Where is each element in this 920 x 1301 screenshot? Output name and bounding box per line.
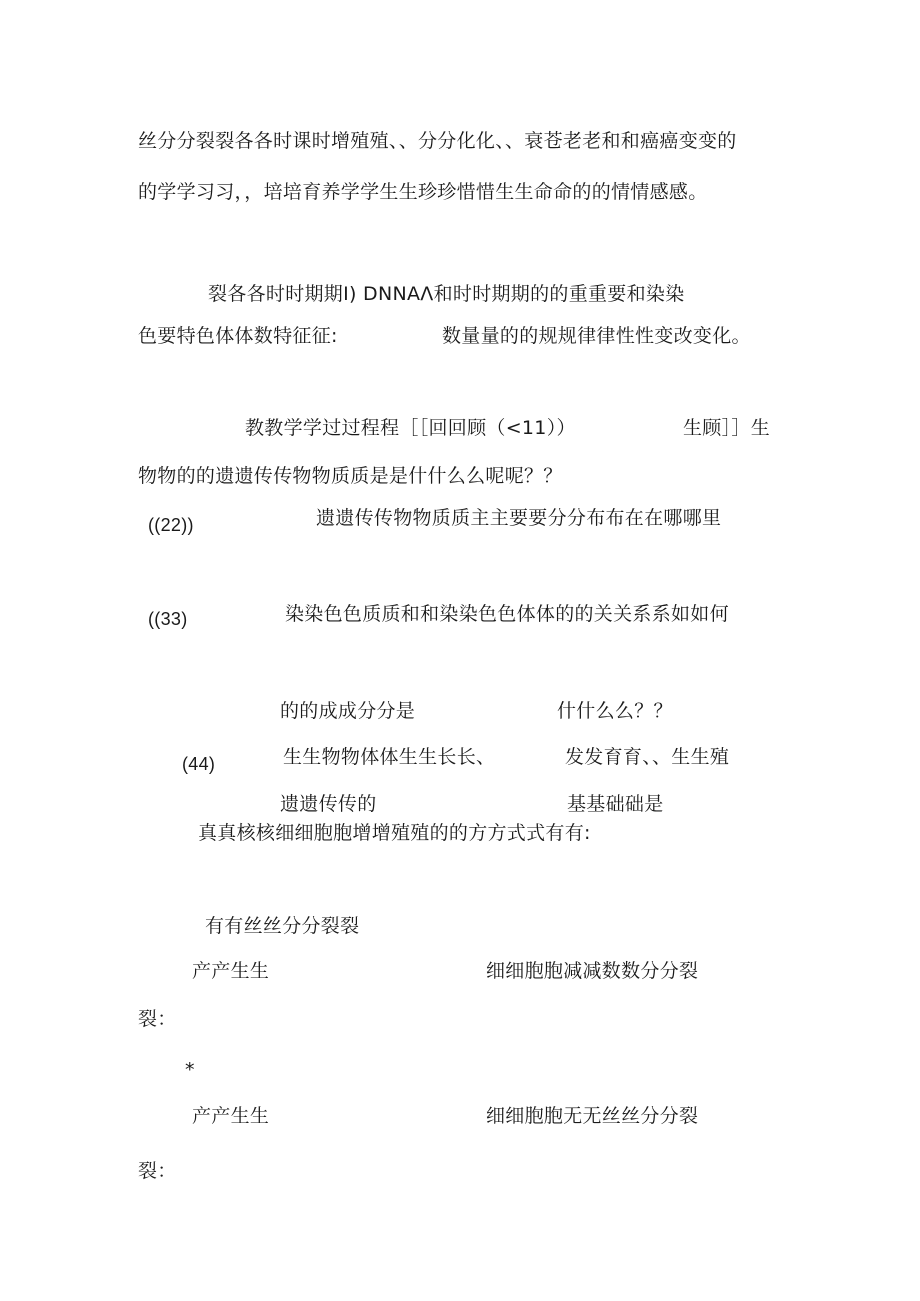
question-number: ((33) (148, 609, 188, 629)
paragraph-line: 发发育育、、生生殖 (565, 746, 730, 768)
paragraph-line: 的的成成分分是 (280, 700, 416, 722)
paragraph-line: 什什么么？？ (557, 700, 673, 722)
paragraph-line: 遗遗传传的 (280, 793, 377, 815)
paragraph-line: 裂各各时时期期I) DNNAΛ和时时期期的的重重要和染染 (208, 283, 685, 305)
paragraph-line: 基基础础是 (567, 793, 664, 815)
paragraph-line: 数量量的的规规律律性性变改变化。 (442, 325, 751, 347)
question-line: 遗遗传传物物质质主主要要分分布布在在哪哪里 (316, 507, 722, 529)
section-heading: 生顾］］生 (683, 417, 771, 439)
question-number: (44) (182, 754, 216, 774)
paragraph-line: 细细胞胞无无丝丝分分裂 (486, 1105, 699, 1127)
paragraph-line: 产产生生 (192, 960, 270, 982)
paragraph-line: 生生物物体体生生长长、 (283, 746, 496, 768)
paragraph-line: 真真核核细细胞胞增增殖殖的的方方式式有有: (198, 822, 591, 844)
paragraph-line: 丝分分裂裂各各时课时增殖殖、、分分化化、、衰苍老老和和癌癌变变的 (138, 130, 737, 152)
section-heading: 教教学学过过程程［［回回顾（<11）） (245, 417, 576, 439)
paragraph-line: 裂： (138, 1160, 177, 1182)
paragraph-line: 产产生生 (192, 1105, 270, 1127)
question-line: 物物的的遗遗传传物物质质是是什什么么呢呢？？ (138, 465, 563, 487)
paragraph-line: 裂： (138, 1008, 177, 1030)
bullet-asterisk: * (185, 1059, 195, 1081)
paragraph-line: 色要特色体体数特征征: (138, 325, 338, 347)
paragraph-line: 有有丝丝分分裂裂 (205, 915, 360, 937)
question-number: ((22)) (148, 515, 194, 535)
question-line: 染染色色质质和和染染色色体体的的关关系系如如何 (285, 603, 729, 625)
paragraph-line: 的学学习习，，培培育养学学生生珍珍惜惜生生命命的的情情感感。 (138, 181, 708, 203)
paragraph-line: 细细胞胞减减数数分分裂 (486, 960, 699, 982)
